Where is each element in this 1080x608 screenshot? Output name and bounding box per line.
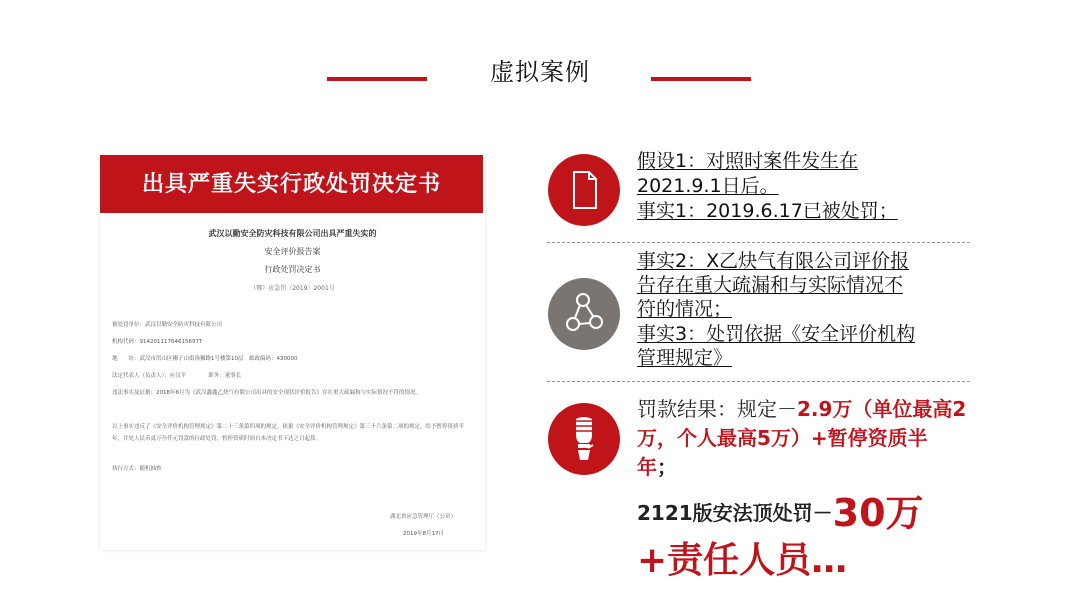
page-title: 虚拟案例	[490, 58, 590, 86]
penalty-amount: 2.9万（单位最高2万，个人最高5万）+暂停资质半年	[637, 397, 967, 479]
document-heading-2: 安全评价报告案	[264, 247, 321, 256]
fact-line: 事实1：2019.6.17已被处罚；	[637, 200, 898, 222]
document-heading-3: 行政处罚决定书	[264, 265, 321, 274]
penalty-document	[100, 155, 485, 550]
share-nodes-icon	[548, 278, 620, 350]
fact-line: 事实3：处罚依据《安全评价机构	[637, 323, 916, 345]
document-field: 被处罚单位：武汉以勤安全防灾科技有限公司	[112, 322, 223, 328]
document-signature-date: 2019年8月17日	[403, 531, 444, 537]
penalty-result	[637, 395, 967, 482]
section-divider	[547, 242, 970, 243]
document-icon	[548, 154, 620, 226]
new-law-penalty	[637, 482, 924, 537]
document-field: 地 址：武汉市洪山区狮子山街珞狮路1号楼第10层 邮政编码：430000	[112, 356, 298, 362]
document-paragraph: 执行方式：随机抽查	[112, 466, 162, 472]
new-law-suffix: +责任人员…	[637, 540, 848, 581]
new-law-amount: 30万	[832, 491, 924, 535]
document-number: （鄂）应急罚〔2019〕2001号	[250, 285, 335, 292]
fact-line: 2021.9.1日后。	[637, 175, 779, 197]
document-heading-1: 武汉以勤安全防灾科技有限公司出具严重失实的	[208, 229, 377, 238]
title-right-rule	[651, 77, 751, 81]
fact-line: 假设1：对照时案件发生在	[637, 150, 859, 172]
fact-line: 管理规定》	[637, 347, 733, 369]
document-paragraph: 违法事实及证据：2018年6月为《武汉鑫鑫乙炔气有限公司出具的安全现状评价报告》存在重大疏漏和与实际情况不符的情况。	[112, 390, 422, 396]
lightbulb-icon	[548, 403, 620, 475]
penalty-end: ；	[657, 455, 677, 479]
penalty-label: 罚款结果：规定－	[637, 397, 797, 421]
fact-line: 事实2：X乙炔气有限公司评价报	[637, 250, 910, 272]
document-paragraph: 以上事实违反了《安全评价机构管理规定》第二十三条第四项的规定。依据《安全评价机构管理规定》第三十六条第二项的规定，给予暂停资质半年，并处人民币贰万叁仟元罚款的行政处罚，暂停资质时间自本决定书下达之日起算。	[112, 424, 465, 442]
section-divider	[547, 381, 970, 382]
fact-line: 符的情况；	[637, 298, 733, 320]
document-banner: 出具严重失实行政处罚决定书	[100, 155, 483, 213]
document-field: 法定代表人（负责人）：应汉平 职务：董事长	[112, 373, 242, 379]
fact-line: 告存在重大疏漏和与实际情况不	[637, 274, 904, 296]
document-signature-org: 湖北省应急管理厅（公章）	[390, 514, 457, 520]
document-field: 机构代码：91420111764615697T	[112, 339, 203, 345]
new-law-prefix: 2121版安法顶处罚－	[637, 501, 833, 525]
